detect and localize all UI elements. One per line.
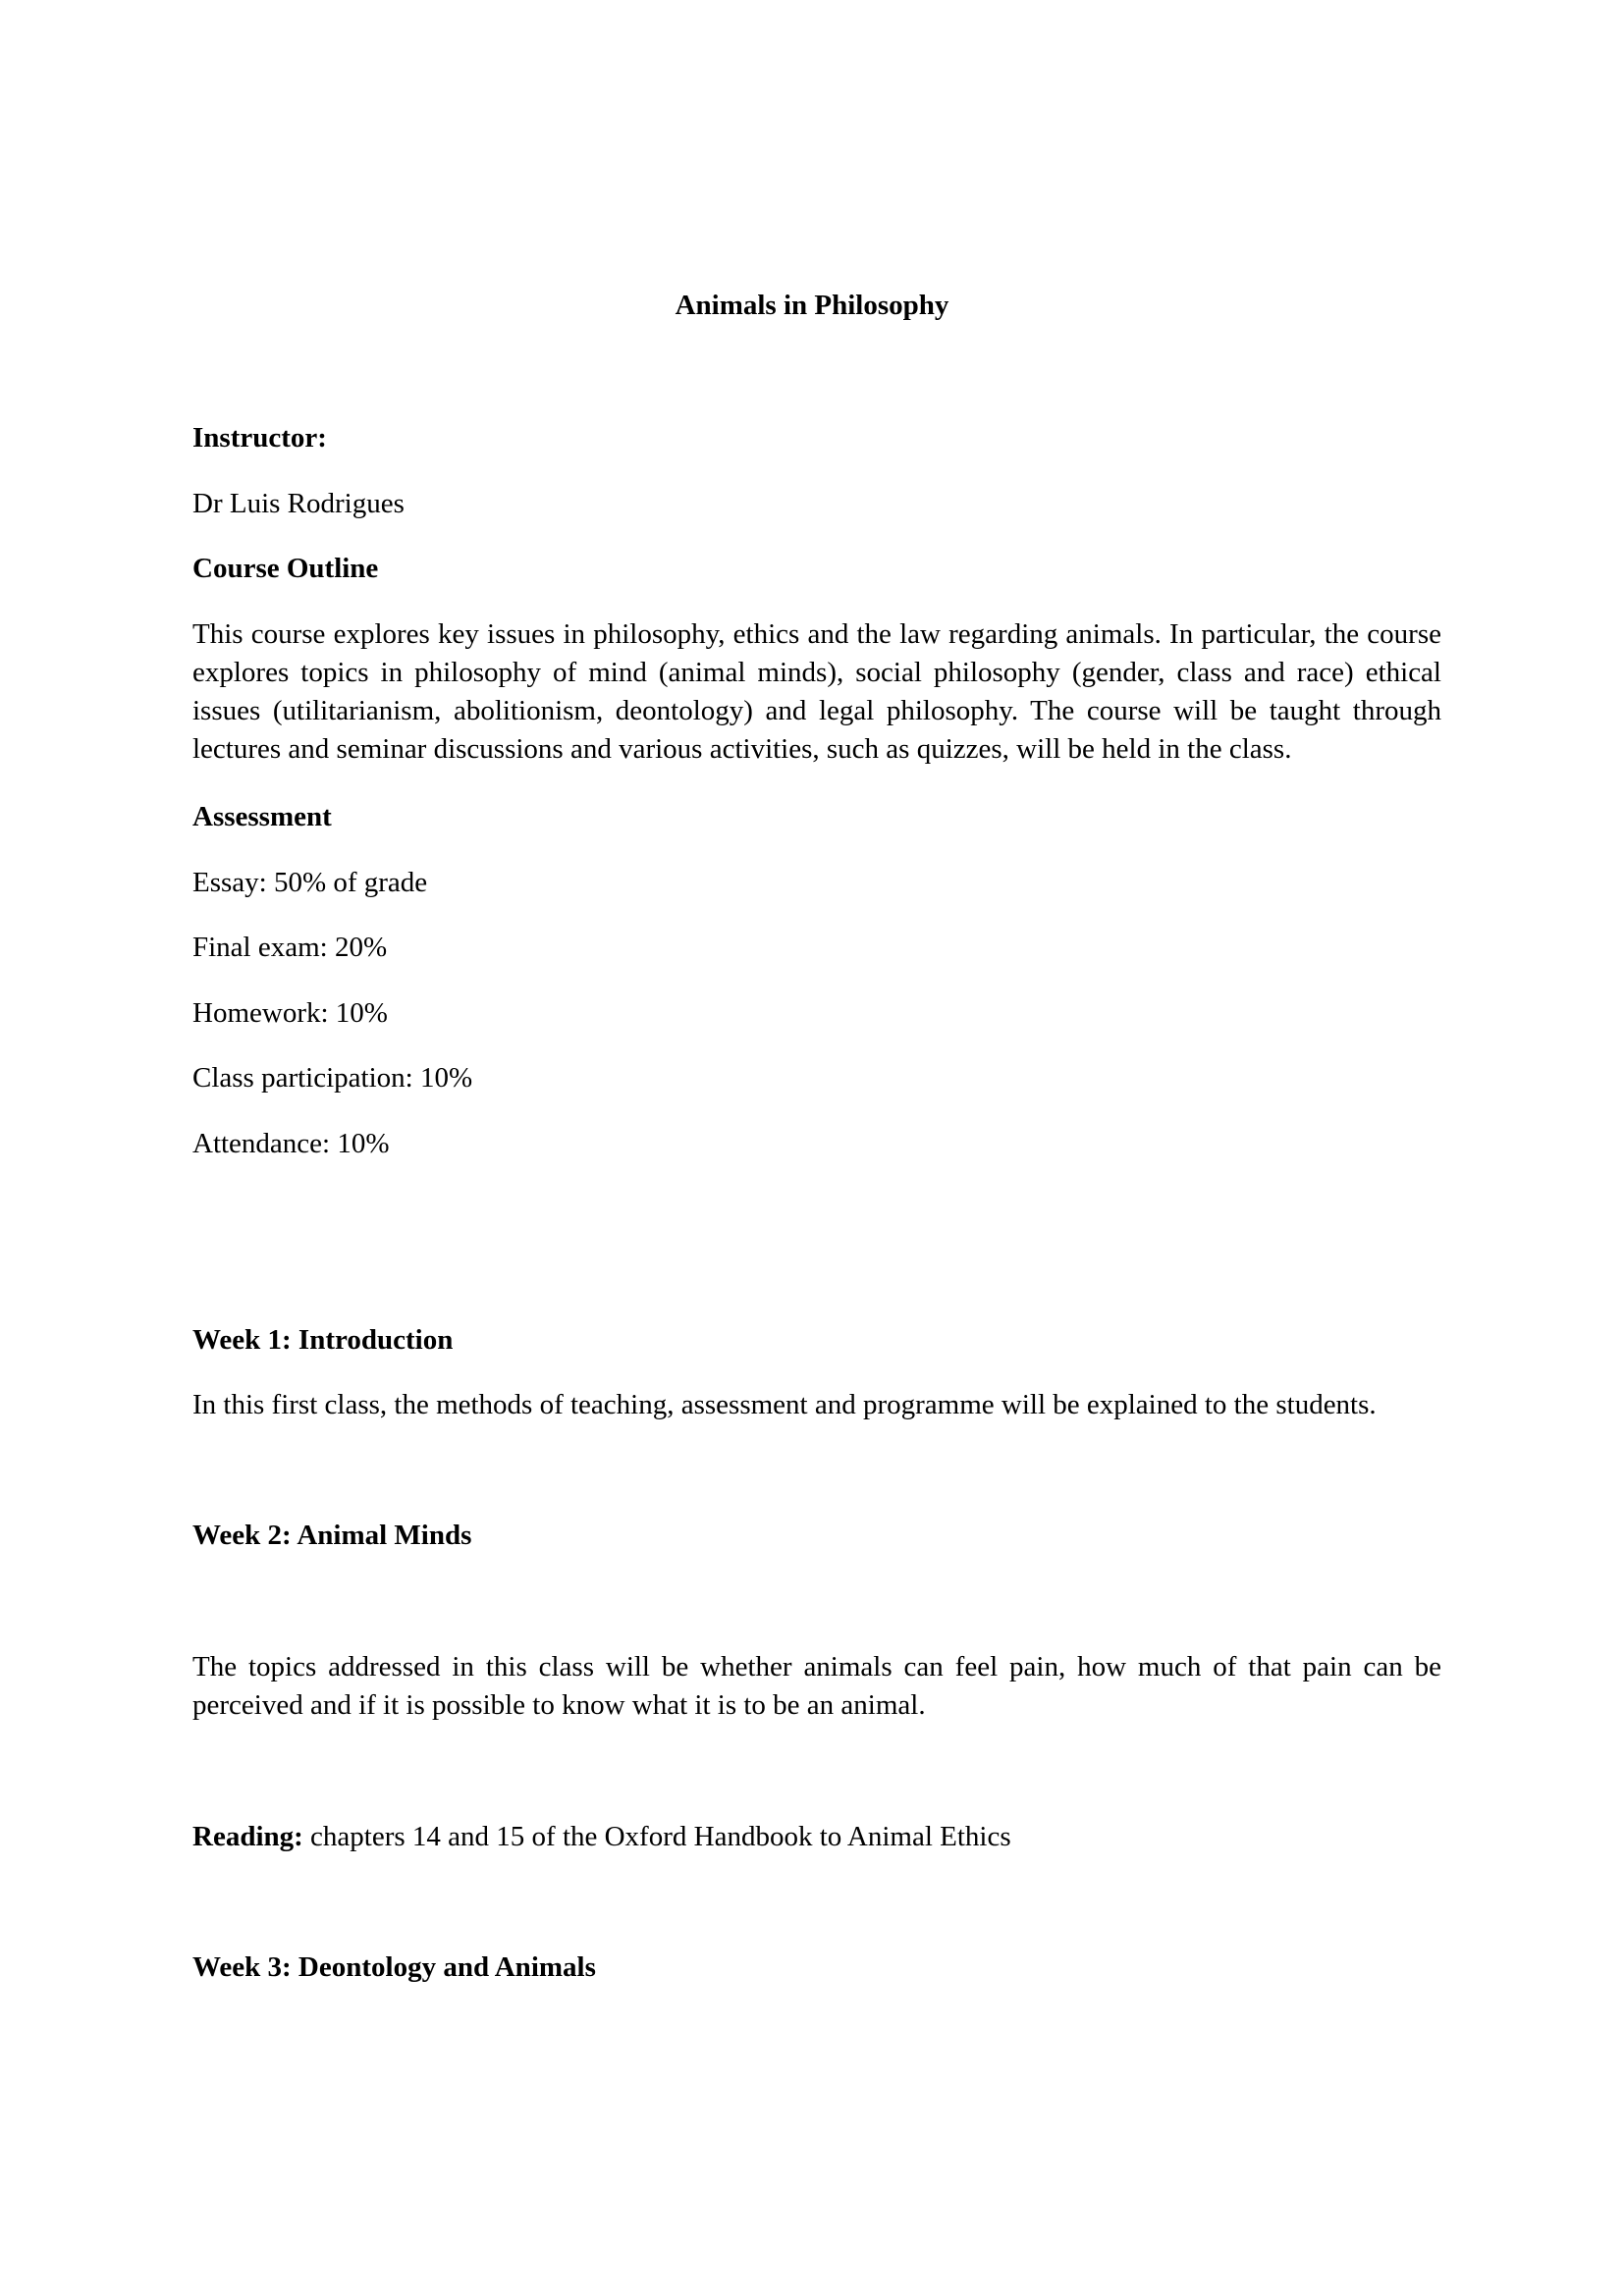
assessment-item: Final exam: 20% [192,932,388,963]
week2-heading: Week 2: Animal Minds [192,1520,472,1551]
week2-text: The topics addressed in this class will be whether animals can feel pain, how much of that pain can be perceived and if it is possible to know what it is to be an animal. [192,1651,1441,1721]
week2-reading [192,1818,1011,1856]
assessment-item: Attendance: 10% [192,1128,390,1159]
reading-label: Reading: [192,1821,303,1852]
assessment-item: Class participation: 10% [192,1062,473,1094]
week1-heading: Week 1: Introduction [192,1324,454,1356]
assessment-heading: Assessment [192,801,332,832]
course-outline-text: This course explores key issues in philosophy, ethics and the law regarding animals. In particular, the course explores topics in philosophy of mind (animal minds), social philosophy (gender, class and race) ethical issues (utilitarianism, abolitionism, deontology) and legal philosophy. The course will be taught through lectures and seminar discussions and various activities, such as quizzes, will be held in the class. [192,618,1441,765]
instructor-name: Dr Luis Rodrigues [192,488,405,519]
course-outline-heading: Course Outline [192,553,379,584]
instructor-heading: Instructor: [192,422,327,454]
assessment-item: Essay: 50% of grade [192,867,428,898]
week1-text: In this first class, the methods of teaching, assessment and programme will be explained to the students. [192,1389,1377,1420]
assessment-item: Homework: 10% [192,997,388,1029]
week3-heading: Week 3: Deontology and Animals [192,1951,596,1983]
document-title: Animals in Philosophy [675,290,949,321]
reading-text: chapters 14 and 15 of the Oxford Handbook to Animal Ethics [302,1821,1011,1852]
